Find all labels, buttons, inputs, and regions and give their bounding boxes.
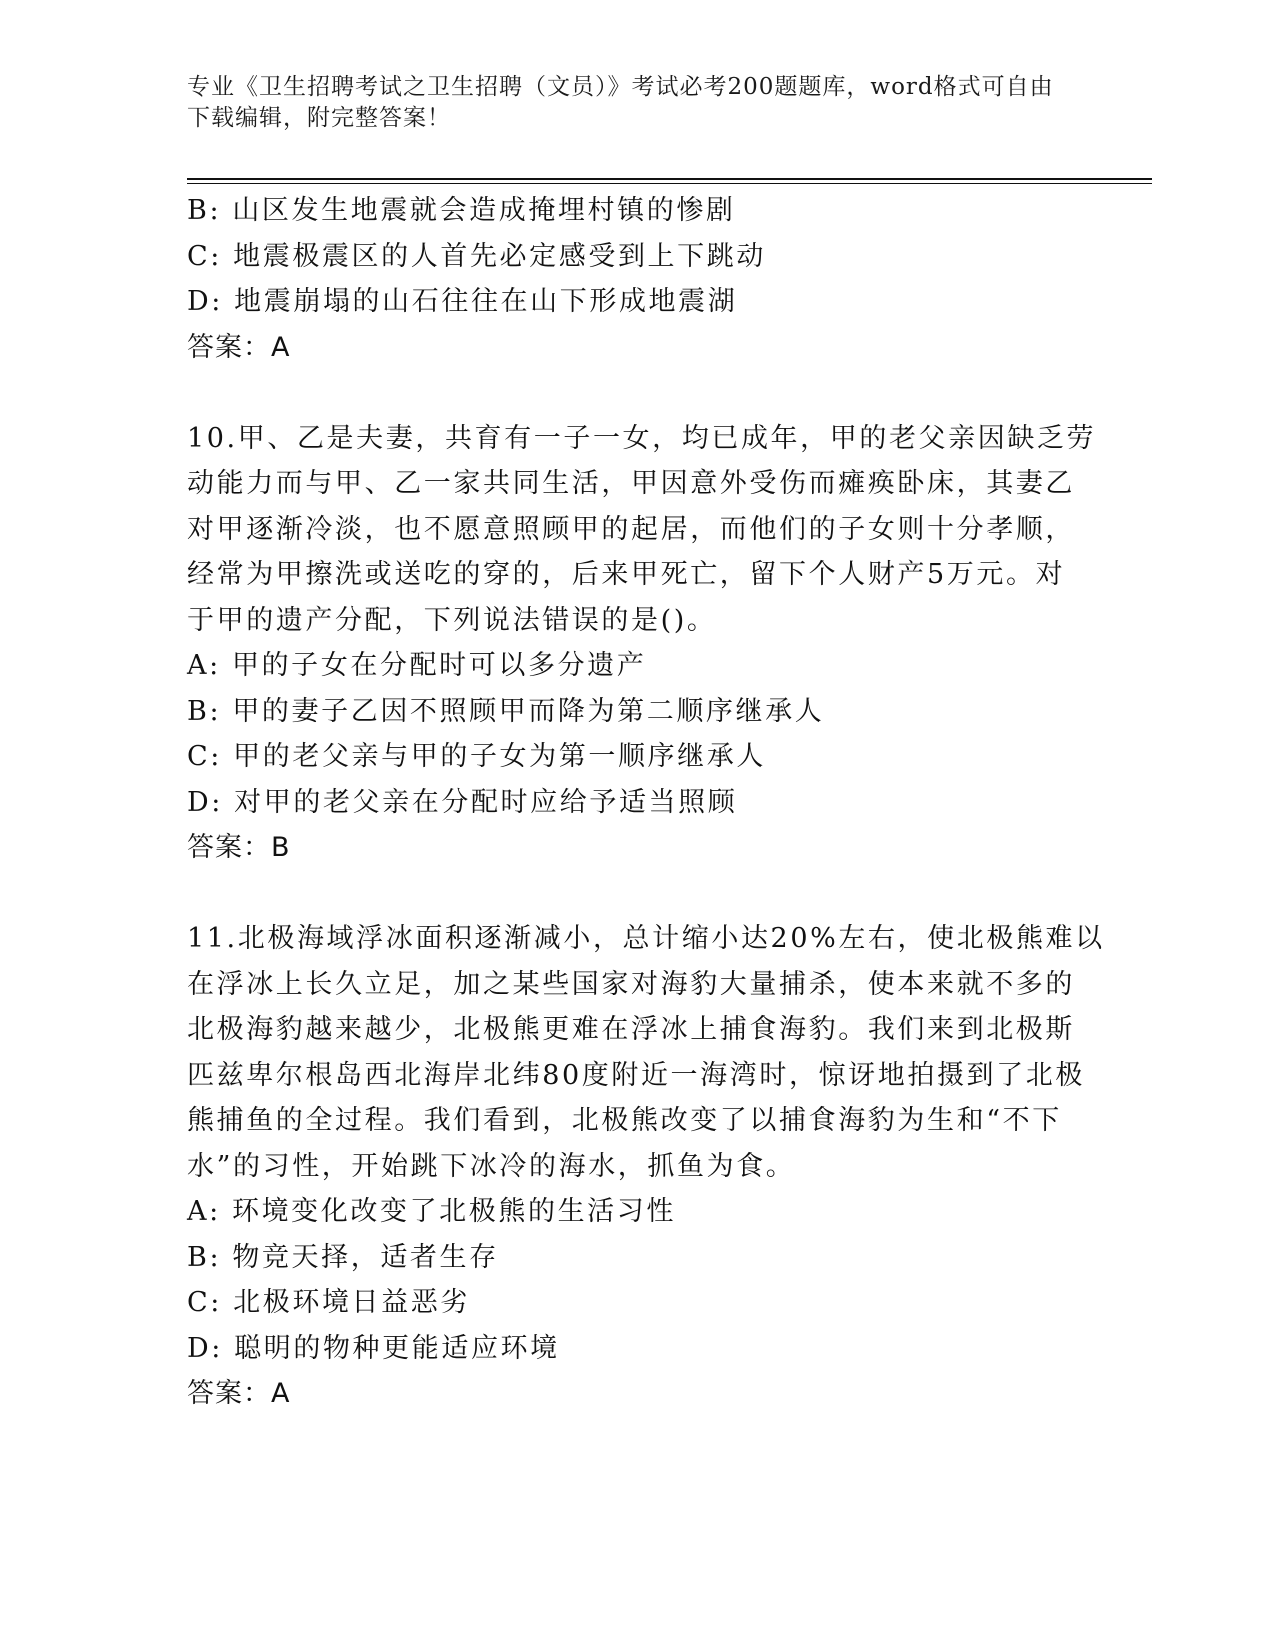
option-text: 甲的子女在分配时可以多分遗产 bbox=[231, 650, 647, 681]
option-label: A: bbox=[187, 650, 221, 681]
continued-question bbox=[187, 188, 1072, 371]
answer-line: 答案：A bbox=[187, 1378, 291, 1409]
option-text: 甲的老父亲与甲的子女为第一顺序继承人 bbox=[233, 741, 766, 772]
option-text: 聪明的物种更能适应环境 bbox=[234, 1332, 560, 1364]
question-11 bbox=[187, 916, 1105, 1417]
option-label: D: bbox=[187, 786, 223, 818]
option-d bbox=[187, 279, 1072, 325]
option-text: 北极环境日益恶劣 bbox=[233, 1287, 470, 1318]
question-10 bbox=[187, 416, 1097, 872]
answer-line: 答案：A bbox=[187, 331, 291, 363]
spacer bbox=[187, 371, 1072, 416]
question-line: 10.甲、乙是夫妻，共育有一子一女，均已成年，甲的老父亲因缺乏劳 bbox=[187, 422, 1097, 454]
option-text: 地震极震区的人首先必定感受到上下跳动 bbox=[233, 240, 766, 272]
option-b bbox=[187, 188, 1072, 234]
option-label: D: bbox=[187, 286, 223, 317]
page-header: 专业《卫生招聘考试之卫生招聘（文员）》考试必考200题题库，word格式可自由下载编辑，附完整答案！ bbox=[187, 74, 1054, 131]
question-line: 经常为甲擦洗或送吃的穿的，后来甲死亡，留下个人财产5万元。对 bbox=[187, 559, 1066, 590]
option-label: B: bbox=[187, 695, 222, 727]
option-text: 地震崩塌的山石往往在山下形成地震湖 bbox=[234, 286, 738, 317]
option-label: A: bbox=[187, 1196, 221, 1227]
question-line: 动能力而与甲、乙一家共同生活，甲因意外受伤而瘫痪卧床，其妻乙 bbox=[187, 468, 1075, 499]
option-a bbox=[187, 1189, 1072, 1235]
spacer bbox=[187, 871, 1072, 916]
option-text: 环境变化改变了北极熊的生活习性 bbox=[231, 1196, 676, 1227]
option-label: B: bbox=[187, 195, 222, 226]
question-line: 于甲的遗产分配，下列说法错误的是()。 bbox=[187, 604, 717, 636]
question-line: 对甲逐渐冷淡，也不愿意照顾甲的起居，而他们的子女则十分孝顺， bbox=[187, 513, 1075, 545]
header-rule-thin bbox=[187, 183, 1152, 184]
question-line: 匹兹卑尔根岛西北海岸北纬80度附近一海湾时，惊讶地拍摄到了北极 bbox=[187, 1059, 1085, 1091]
option-text: 物竞天择，适者生存 bbox=[232, 1241, 499, 1273]
option-label: C: bbox=[187, 1287, 222, 1318]
answer-line: 答案：B bbox=[187, 832, 291, 863]
option-text: 甲的妻子乙因不照顾甲而降为第二顺序继承人 bbox=[232, 695, 825, 727]
question-line: 在浮冰上长久立足，加之某些国家对海豹大量捕杀，使本来就不多的 bbox=[187, 968, 1075, 1000]
option-label: C: bbox=[187, 741, 222, 772]
option-b bbox=[187, 689, 1072, 735]
header-rule-thick bbox=[187, 178, 1152, 180]
question-line: 熊捕鱼的全过程。我们看到，北极熊改变了以捕食海豹为生和“不下 bbox=[187, 1105, 1062, 1136]
option-text: 对甲的老父亲在分配时应给予适当照顾 bbox=[234, 786, 738, 818]
option-c bbox=[187, 234, 1072, 280]
option-label: B: bbox=[187, 1241, 222, 1273]
option-c bbox=[187, 734, 1072, 780]
option-d bbox=[187, 780, 1072, 826]
option-c bbox=[187, 1280, 1072, 1326]
option-label: C: bbox=[187, 240, 222, 272]
document-content bbox=[187, 188, 1105, 1417]
option-a bbox=[187, 643, 1072, 689]
option-label: D: bbox=[187, 1332, 223, 1364]
option-b bbox=[187, 1235, 1072, 1281]
option-text: 山区发生地震就会造成掩埋村镇的惨剧 bbox=[232, 195, 736, 226]
question-line: 11.北极海域浮冰面积逐渐减小，总计缩小达20%左右，使北极熊难以 bbox=[187, 923, 1105, 954]
question-line: 北极海豹越来越少，北极熊更难在浮冰上捕食海豹。我们来到北极斯 bbox=[187, 1014, 1075, 1045]
question-line: 水”的习性，开始跳下冰冷的海水，抓鱼为食。 bbox=[187, 1150, 796, 1182]
option-d bbox=[187, 1326, 1072, 1372]
